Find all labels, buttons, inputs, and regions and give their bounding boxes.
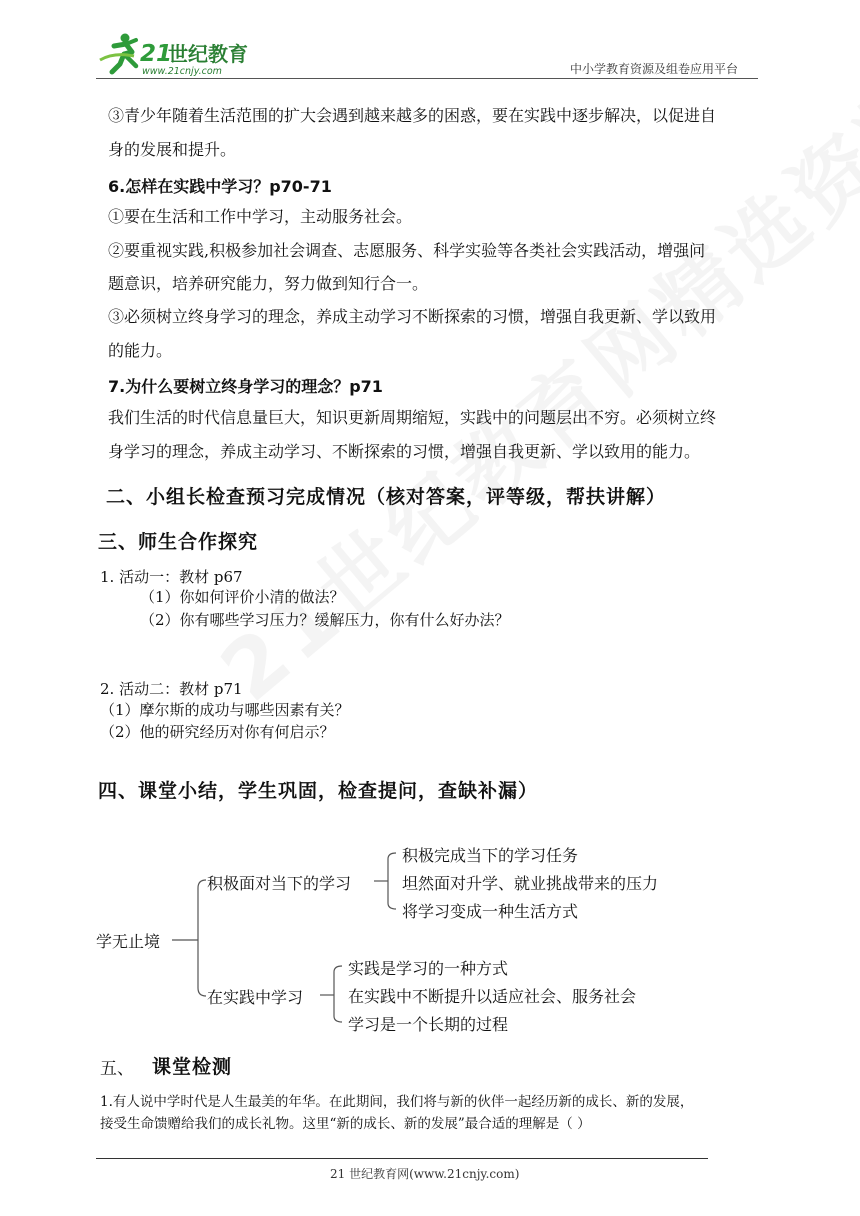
activity-2-question: （1）摩尔斯的成功与哪些因素有关？	[100, 701, 350, 719]
answer-line: 题意识，培养研究能力，努力做到知行合一。	[108, 274, 429, 293]
test-question-line: 接受生命馈赠给我们的成长礼物。这里“新的成长、新的发展”最合适的理解是（ ）	[100, 1116, 591, 1132]
svg-text:世纪教育: 世纪教育	[168, 42, 248, 66]
answer-line: ②要重视实践,积极参加社会调查、志愿服务、科学实验等各类社会实践活动，增强问	[108, 241, 706, 260]
svg-text:www.21cnjy.com: www.21cnjy.com	[142, 66, 222, 77]
answer-line: ③必须树立终身学习的理念，养成主动学习不断探索的习惯，增强自我更新、学以致用	[108, 307, 717, 326]
mindmap-root: 学无止境	[96, 932, 161, 951]
test-question-line: 1.有人说中学时代是人生最美的年华。在此期间，我们将与新的伙伴一起经历新的成长、新的发展，	[100, 1094, 694, 1110]
activity-2-title: 2. 活动二：教材 p71	[100, 680, 243, 698]
footer-divider	[96, 1158, 708, 1159]
answer-line: 我们生活的时代信息量巨大，知识更新周期缩短，实践中的问题层出不穷。必须树立终	[108, 408, 717, 427]
activity-2-question: （2）他的研究经历对你有何启示？	[100, 723, 335, 741]
site-logo[interactable]	[94, 30, 264, 80]
activity-1-question: （2）你有哪些学习压力？缓解压力，你有什么好办法？	[140, 611, 510, 629]
mindmap-leaf: 将学习变成一种生活方式	[402, 902, 579, 921]
paragraph-line: 身的发展和提升。	[108, 140, 237, 159]
answer-line: 身学习的理念，养成主动学习、不断探索的习惯，增强自我更新、学以致用的能力。	[108, 442, 701, 461]
section-2-heading: 二、小组长检查预习完成情况（核对答案，评等级，帮扶讲解）	[106, 486, 667, 508]
header-divider	[96, 78, 758, 79]
question-6-title: 6.怎样在实践中学习？p70-71	[108, 177, 332, 196]
activity-1-title: 1. 活动一：教材 p67	[100, 568, 243, 586]
mindmap-leaf: 在实践中不断提升以适应社会、服务社会	[348, 987, 637, 1006]
header-platform-text: 中小学教育资源及组卷应用平台	[570, 62, 739, 76]
paragraph-line: ③青少年随着生活范围的扩大会遇到越来越多的困惑，要在实践中逐步解决，以促进自	[108, 106, 717, 125]
answer-line: 的能力。	[108, 341, 173, 360]
mindmap-leaf: 坦然面对升学、就业挑战带来的压力	[402, 874, 659, 893]
mindmap-leaf: 实践是学习的一种方式	[348, 959, 509, 978]
mindmap-leaf: 积极完成当下的学习任务	[402, 846, 579, 865]
runner-icon	[100, 34, 136, 73]
section-3-heading: 三、师生合作探究	[98, 531, 259, 553]
question-7-title: 7.为什么要树立终身学习的理念？p71	[108, 377, 383, 396]
mindmap-leaf: 学习是一个长期的过程	[348, 1015, 509, 1034]
section-4-heading: 四、课堂小结，学生巩固，检查提问，查缺补漏）	[98, 780, 539, 802]
mindmap-branch-1: 积极面对当下的学习	[207, 874, 352, 893]
answer-line: ①要在生活和工作中学习，主动服务社会。	[108, 207, 413, 226]
activity-1-question: （1）你如何评价小清的做法？	[140, 588, 345, 606]
svg-text:21: 21	[140, 41, 173, 67]
section-5-number: 五、	[100, 1059, 134, 1079]
section-5-heading: 课堂检测	[152, 1056, 233, 1078]
mindmap-branch-2: 在实践中学习	[207, 988, 304, 1007]
footer-link[interactable]: 21 世纪教育网(www.21cnjy.com)	[330, 1167, 520, 1181]
